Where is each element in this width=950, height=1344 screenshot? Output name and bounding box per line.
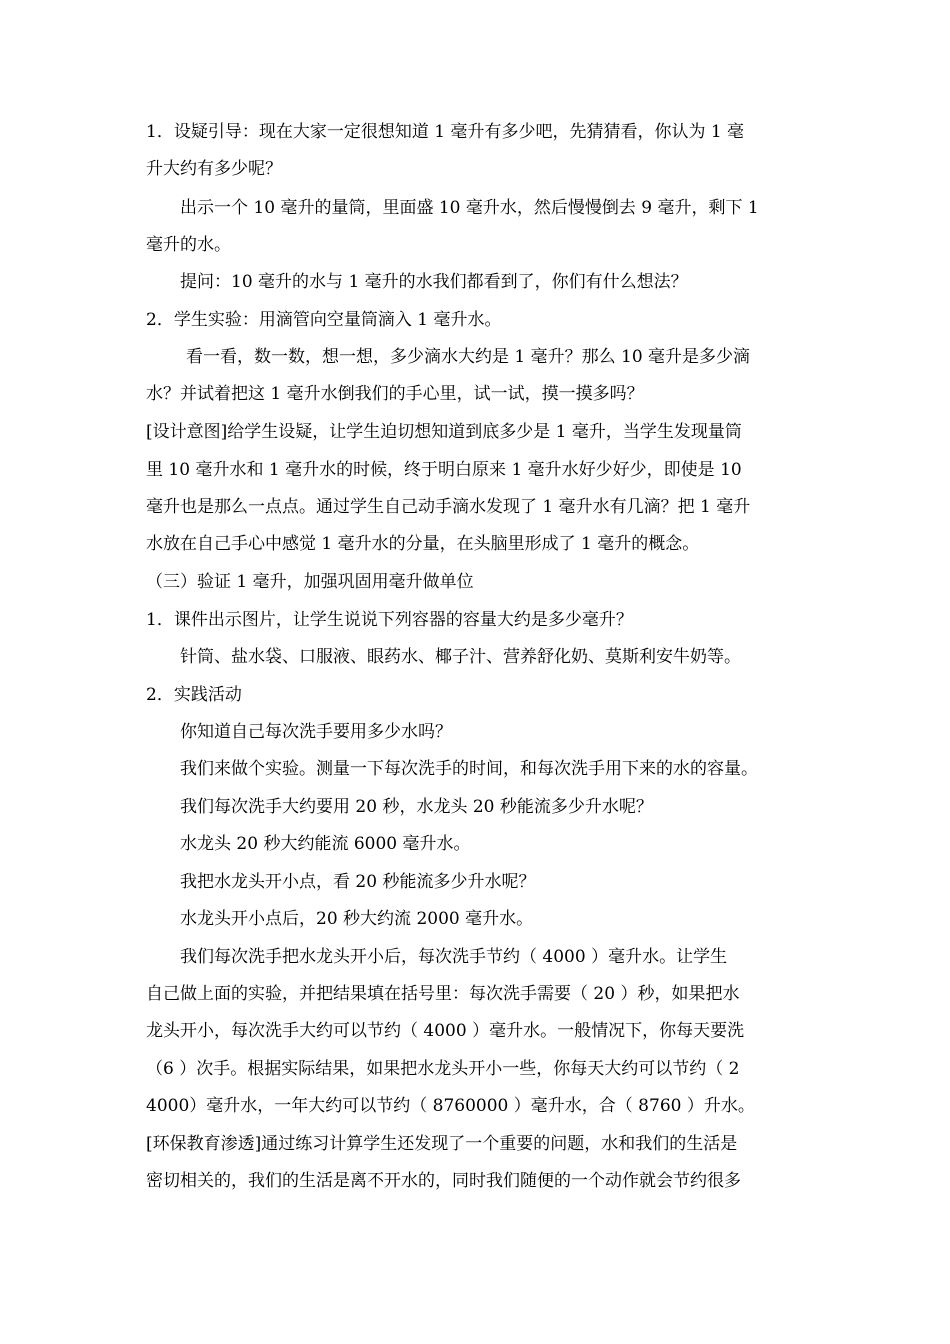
text-line: 水龙头 20 秒大约能流 6000 毫升水。 [180, 834, 471, 854]
text-line: [设计意图]给学生设疑，让学生迫切想知道到底多少是 1 毫升，当学生发现量筒 [146, 422, 742, 442]
text-line: 你知道自己每次洗手要用多少水吗？ [180, 722, 452, 742]
text-line: 我们每次洗手大约要用 20 秒，水龙头 20 秒能流多少升水呢？ [180, 797, 653, 817]
text-line: 4000）毫升水，一年大约可以节约（ 8760000 ）毫升水，合（ 8760 ）升水。 [146, 1096, 755, 1116]
text-line: 水龙头开小点后，20 秒大约流 2000 毫升水。 [180, 909, 534, 929]
text-line: 我们每次洗手把水龙头开小后，每次洗手节约（ 4000 ）毫升水。让学生 [180, 947, 728, 967]
text-line: 我们来做个实验。测量一下每次洗手的时间，和每次洗手用下来的水的容量。 [180, 759, 758, 779]
text-line: 密切相关的，我们的生活是离不开水的，同时我们随便的一个动作就会节约很多 [146, 1171, 741, 1191]
text-line: 1．设疑引导：现在大家一定很想知道 1 毫升有多少吧，先猜猜看，你认为 1 毫 [146, 122, 745, 142]
text-line: 水放在自己手心中感觉 1 毫升水的分量，在头脑里形成了 1 毫升的概念。 [146, 534, 700, 554]
text-line: 1．课件出示图片，让学生说说下列容器的容量大约是多少毫升？ [146, 610, 633, 630]
text-line: [环保教育渗透]通过练习计算学生还发现了一个重要的问题，水和我们的生活是 [146, 1134, 738, 1154]
text-line: （6 ）次手。根据实际结果，如果把水龙头开小一些，你每天大约可以节约（ 2 [146, 1059, 740, 1079]
text-line: 2．实践活动 [146, 685, 242, 705]
text-line: 出示一个 10 毫升的量筒，里面盛 10 毫升水，然后慢慢倒去 9 毫升，剩下 1 [180, 198, 759, 218]
text-line: 针筒、盐水袋、口服液、眼药水、椰子汁、营养舒化奶、莫斯利安牛奶等。 [180, 647, 741, 667]
text-line: 毫升也是那么一点点。通过学生自己动手滴水发现了 1 毫升水有几滴？把 1 毫升 [146, 497, 751, 517]
text-line: 我把水龙头开小点，看 20 秒能流多少升水呢？ [180, 872, 536, 892]
text-line: 里 10 毫升水和 1 毫升水的时候，终于明白原来 1 毫升水好少好少，即使是 10 [146, 460, 742, 480]
section-heading: （三）验证 1 毫升，加强巩固用毫升做单位 [146, 572, 474, 592]
text-line: 提问：10 毫升的水与 1 毫升的水我们都看到了，你们有什么想法？ [180, 272, 688, 292]
text-line: 龙头开小，每次洗手大约可以节约（ 4000 ）毫升水。一般情况下，你每天要洗 [146, 1021, 745, 1041]
text-line: 水？并试着把这 1 毫升水倒我们的手心里，试一试，摸一摸多吗？ [146, 384, 644, 404]
text-line: 2．学生实验：用滴管向空量筒滴入 1 毫升水。 [146, 310, 502, 330]
text-line: 升大约有多少呢？ [146, 159, 282, 179]
text-line: 自己做上面的实验，并把结果填在括号里：每次洗手需要（ 20 ）秒，如果把水 [146, 984, 740, 1004]
text-line: 毫升的水。 [146, 235, 231, 255]
text-line: 看一看，数一数，想一想，多少滴水大约是 1 毫升？那么 10 毫升是多少滴 [186, 347, 751, 367]
